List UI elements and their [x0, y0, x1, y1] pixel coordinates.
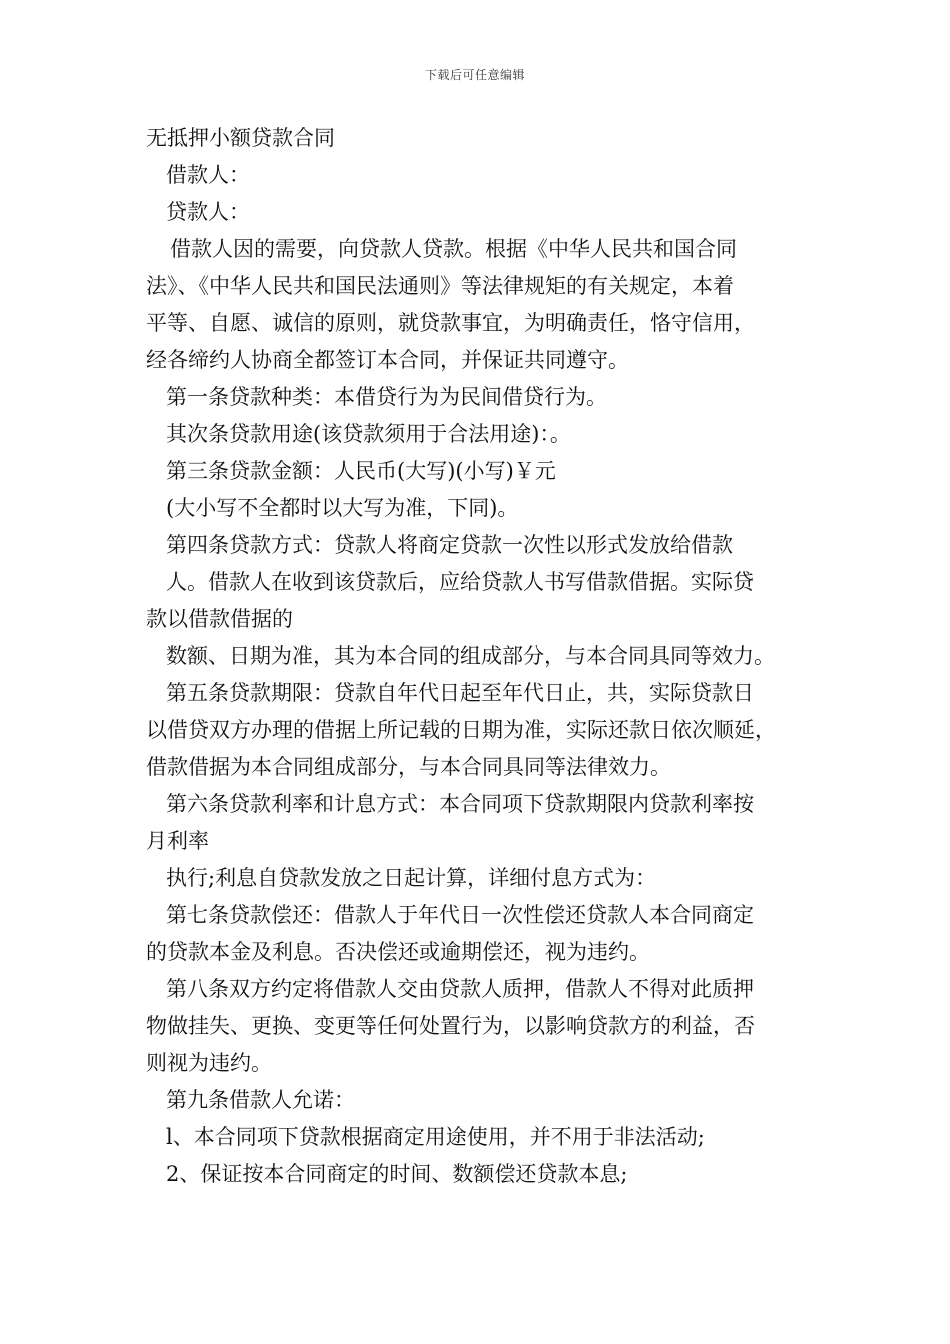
- text-line: 执行;利息自贷款发放之日起计算，详细付息方式为：: [166, 866, 657, 890]
- text-line: 借款借据为本合同组成部分，与本合同具同等法律效力。: [146, 755, 671, 779]
- text-line: 第五条贷款期限：贷款自年代日起至年代日止，共，实际贷款日: [166, 681, 754, 705]
- text-line: 以借贷双方办理的借据上所记载的日期为准，实际还款日依次顺延，: [146, 718, 776, 742]
- text-line: 经各缔约人协商全都签订本合同，并保证共同遵守。: [146, 348, 629, 372]
- text-line: 借款人因的需要，向贷款人贷款。根据《中华人民共和国合同: [170, 237, 737, 261]
- text-line: 平等、自愿、诚信的原则，就贷款事宜，为明确责任，恪守信用，: [146, 311, 755, 335]
- text-line: 人。借款人在收到该贷款后，应给贷款人书写借款借据。实际贷: [166, 570, 754, 594]
- text-line: 款以借款借据的: [146, 607, 293, 631]
- text-line: 第三条贷款金额：人民币(大写)(小写)￥元: [166, 459, 556, 483]
- text-line: 借款人：: [166, 163, 250, 187]
- text-line: 数额、日期为准，其为本合同的组成部分，与本合同具同等效力。: [166, 644, 775, 668]
- text-line: 物做挂失、更换、变更等任何处置行为，以影响贷款方的利益，否: [146, 1014, 755, 1038]
- text-line: (大小写不全都时以大写为准，下同)。: [166, 496, 519, 520]
- text-line: 则视为违约。: [146, 1051, 272, 1075]
- text-line: 第九条借款人允诺：: [166, 1088, 355, 1112]
- text-line: 的贷款本金及利息。否决偿还或逾期偿还，视为违约。: [146, 940, 650, 964]
- text-line: l、本合同项下贷款根据商定用途使用，并不用于非法活动;: [166, 1125, 705, 1149]
- text-line: 第四条贷款方式：贷款人将商定贷款一次性以形式发放给借款: [166, 533, 733, 557]
- text-line: 其次条贷款用途(该贷款须用于合法用途)：。: [166, 422, 571, 446]
- document-title: 无抵押小额贷款合同: [146, 126, 335, 150]
- text-line: 贷款人：: [166, 200, 250, 224]
- document-body: [146, 120, 826, 1193]
- text-line: 第六条贷款利率和计息方式：本合同项下贷款期限内贷款利率按: [166, 792, 754, 816]
- text-line: 第一条贷款种类：本借贷行为为民间借贷行为。: [166, 385, 607, 409]
- text-line: 2、保证按本合同商定的时间、数额偿还贷款本息;: [166, 1162, 628, 1186]
- text-line: 第八条双方约定将借款人交由贷款人质押，借款人不得对此质押: [166, 977, 754, 1001]
- text-line: 月利率: [146, 829, 209, 853]
- text-line: 法》、《中华人民共和国民法通则》等法律规矩的有关规定，本着: [146, 274, 734, 298]
- text-line: 第七条贷款偿还：借款人于年代日一次性偿还贷款人本合同商定: [166, 903, 754, 927]
- page-header-note: 下载后可任意编辑: [424, 68, 525, 82]
- document-lines: [146, 157, 826, 1193]
